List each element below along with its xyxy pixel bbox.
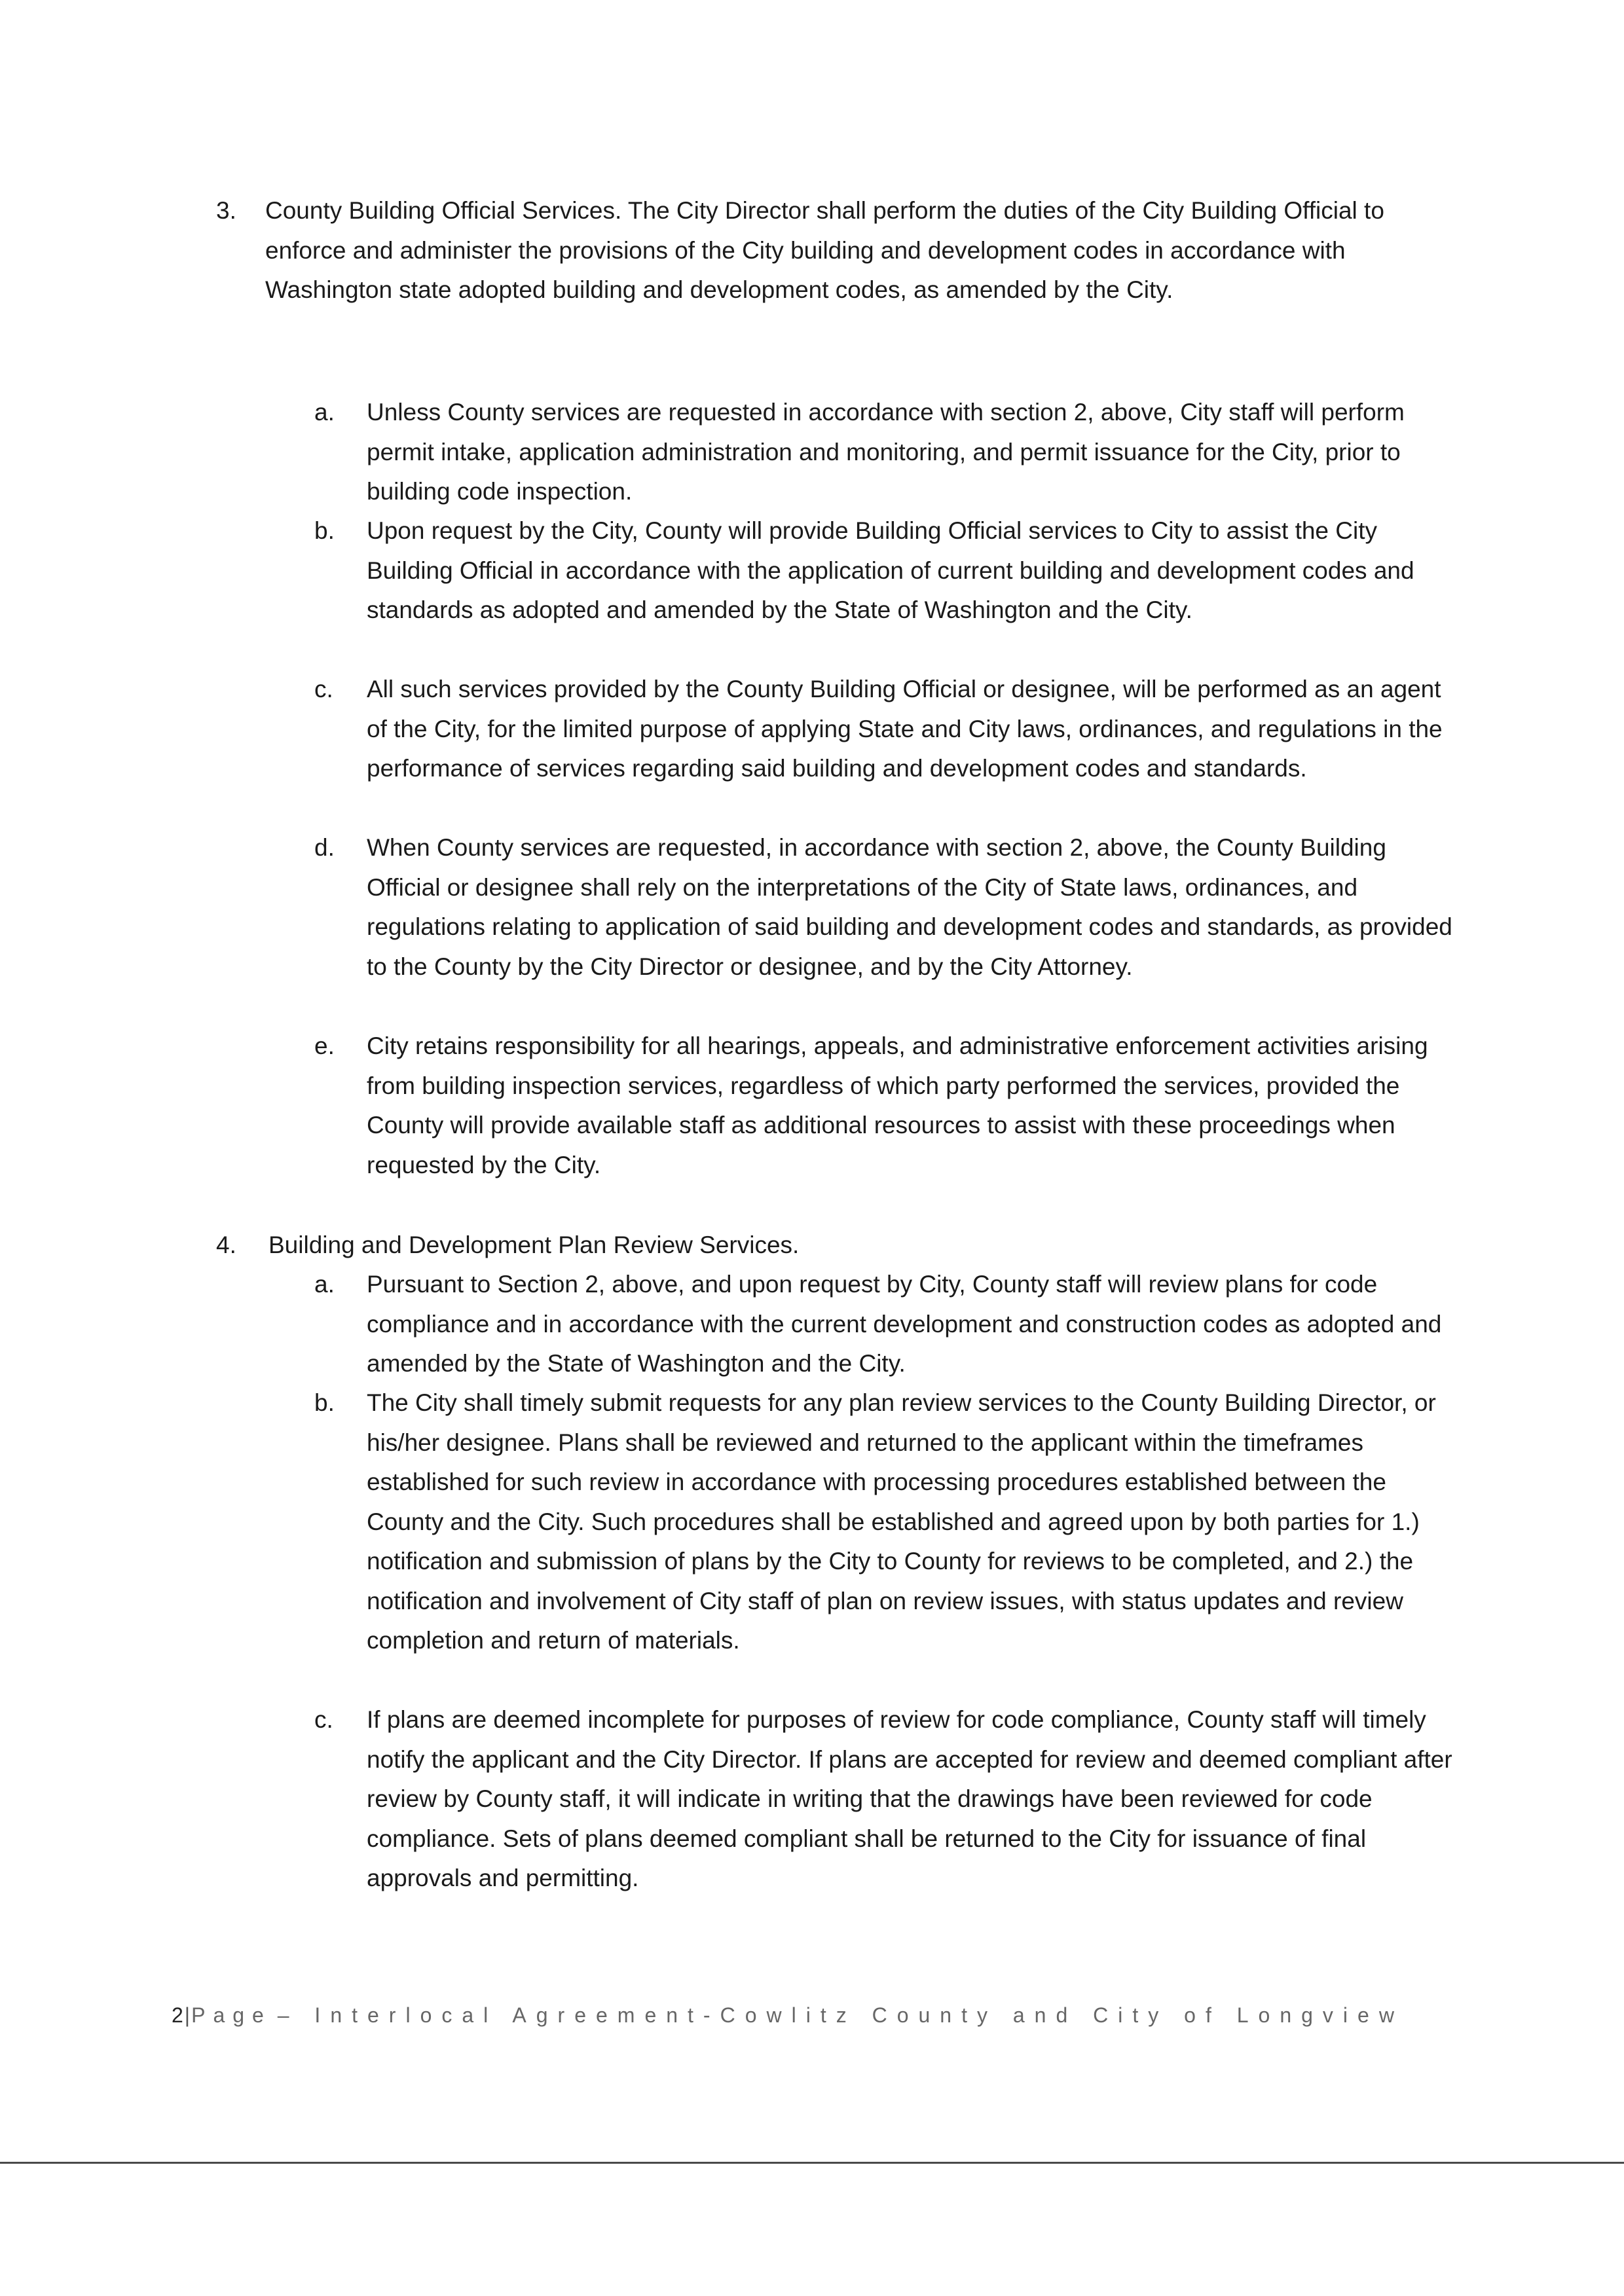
list-item-text: Pursuant to Section 2, above, and upon request by City, County staff will review plans for code compliance and in accordance with the current development and construction codes as adopted and amended by the State of Washington and the City. (367, 1271, 1442, 1377)
section-3-item-c (314, 670, 1460, 789)
section-4-item-b (314, 1383, 1460, 1661)
list-item-text: Unless County services are requested in accordance with section 2, above, City staff will perform permit intake, application administration and monitoring, and permit issuance for the City, prior to building code inspection. (367, 399, 1405, 505)
list-letter: e. (314, 1032, 335, 1059)
footer-title: – Interlocal Agreement-Cowlitz County and City of Longview (277, 2003, 1404, 2027)
list-item-text: All such services provided by the County Building Official or designee, will be performed as an agent of the City, for the limited purpose of applying State and City laws, ordinances, and regulations in the performance of services regarding said building and development codes and standards. (367, 676, 1443, 782)
bottom-rule (0, 2162, 1624, 2164)
section-3-item-e (314, 1027, 1460, 1185)
section-3-number: 3. (216, 197, 236, 224)
section-4-number: 4. (216, 1231, 236, 1258)
section-3 (216, 191, 1460, 310)
list-item-text: When County services are requested, in accordance with section 2, above, the County Building Official or designee shall rely on the interpretations of the City of State laws, ordinances, and regulations relating to application of said building and development codes and standards, as provided to the County by the City Director or designee, and by the City Attorney. (367, 834, 1452, 980)
section-4-item-c (314, 1700, 1460, 1899)
list-item-text: City retains responsibility for all hearings, appeals, and administrative enforcement activities arising from building inspection services, regardless of which party performed the services, provided the County will provide available staff as additional resources to assist with these proceedings when requested by the City. (367, 1032, 1428, 1178)
list-letter: c. (314, 1706, 333, 1733)
list-letter: c. (314, 676, 333, 702)
list-letter: a. (314, 399, 335, 426)
page-label: Page (191, 2003, 272, 2027)
page-number: 2 (172, 2003, 183, 2027)
section-4-item-a (314, 1265, 1460, 1384)
footer-separator: | (184, 2003, 191, 2027)
list-letter: b. (314, 1389, 335, 1416)
list-letter: b. (314, 517, 335, 544)
section-3-item-d (314, 828, 1460, 987)
section-3-item-a (314, 393, 1460, 512)
page-footer (172, 2003, 1404, 2028)
list-item-text: Upon request by the City, County will provide Building Official services to City to assist the City Building Official in accordance with the application of current building and development codes and standards as adopted and amended by the State of Washington and the City. (367, 517, 1414, 623)
list-letter: d. (314, 834, 335, 861)
list-item-text: The City shall timely submit requests for any plan review services to the County Building Director, or his/her designee. Plans shall be reviewed and returned to the applicant within the timeframes established for such review in accordance with processing procedures established between the County and the City. Such procedures shall be established and agreed upon by both parties for 1.) notification and submission of plans by the City to County for reviews to be completed, and 2.) the notification and involvement of City staff of plan on review issues, with status updates and review completion and return of materials. (367, 1389, 1436, 1654)
section-3-text: County Building Official Services. The City Director shall perform the duties of the City Building Official to enforce and administer the provisions of the City building and development codes in accordance with Washington state adopted building and development codes, as amended by the City. (265, 197, 1384, 303)
section-3-item-b (314, 511, 1460, 630)
list-letter: a. (314, 1271, 335, 1298)
section-4-heading: Building and Development Plan Review Services. (268, 1231, 800, 1258)
list-item-text: If plans are deemed incomplete for purposes of review for code compliance, County staff will timely notify the applicant and the City Director. If plans are accepted for review and deemed compliant after review by County staff, it will indicate in writing that the drawings have been reviewed for code compliance. Sets of plans deemed compliant shall be returned to the City for issuance of final approvals and permitting. (367, 1706, 1452, 1891)
section-4 (216, 1226, 1460, 1266)
